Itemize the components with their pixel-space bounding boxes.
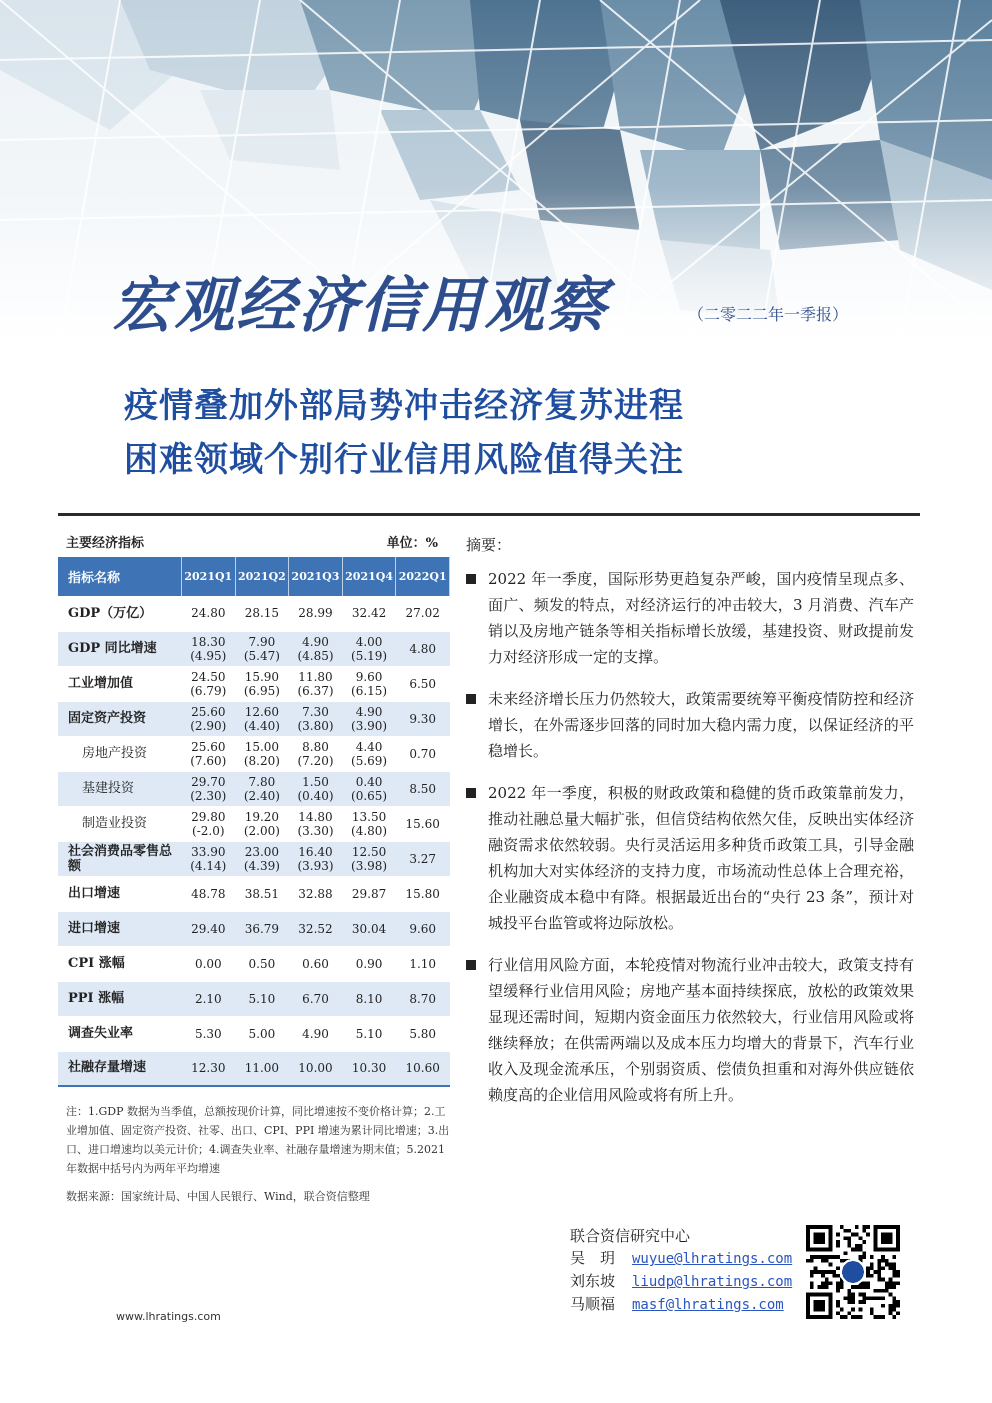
cell-two-year-avg: (6.95) <box>243 683 280 698</box>
table-cell <box>342 841 396 876</box>
summary-item <box>466 566 914 670</box>
cell-value: 0.60 <box>302 956 329 971</box>
cell-value: 16.40 <box>298 844 333 859</box>
table-cell <box>289 876 343 911</box>
cell-value: 38.51 <box>244 886 280 901</box>
table-row <box>58 1051 450 1086</box>
cell-value: 5.10 <box>248 991 276 1006</box>
cell-two-year-avg: (0.65) <box>351 788 388 803</box>
table-cell <box>235 631 289 666</box>
cell-value: 30.04 <box>351 921 387 936</box>
cell-value: 10.00 <box>298 1061 333 1076</box>
contact-name: 马顺福 <box>570 1295 616 1313</box>
table-cell <box>342 876 396 911</box>
cell-value: 0.70 <box>409 746 437 761</box>
table-cell <box>235 1051 289 1086</box>
cell-value: 25.60 <box>191 704 226 719</box>
table-cell <box>235 806 289 841</box>
square-bullet-icon <box>466 574 476 584</box>
summary-text: 行业信用风险方面，本轮疫情对物流行业冲击较大，政策支持有望缓释行业信用风险；房地产基本面持续探底，放松的政策效果显现还需时间，短期内资金面压力依然较大，行业信用风险或将继续释放；在供需两端以及成本压力均增大的背景下，汽车行业收入及现金流承压，个别弱资质、偿债负担重和对海外供应链依赖度高的企业信用风险或将有所上升。 <box>488 956 914 1104</box>
column-header: 2021Q1 <box>182 557 236 596</box>
table-cell <box>396 736 450 771</box>
cell-value: 6.70 <box>302 991 329 1006</box>
table-cell <box>342 911 396 946</box>
row-label: 社融存量增速 <box>58 1051 182 1086</box>
cell-two-year-avg: (5.19) <box>351 648 388 663</box>
cell-value: 7.30 <box>302 704 329 719</box>
cell-two-year-avg: (4.39) <box>243 858 280 873</box>
table-cell <box>235 841 289 876</box>
cell-two-year-avg: (8.20) <box>243 753 280 768</box>
cell-two-year-avg: (2.40) <box>243 788 280 803</box>
table-row <box>58 1016 450 1051</box>
table-cell <box>289 701 343 736</box>
cell-value: 6.50 <box>409 676 437 691</box>
column-header: 2022Q1 <box>396 557 450 596</box>
table-cell <box>342 981 396 1016</box>
cell-value: 2.10 <box>194 991 222 1006</box>
cell-value: 18.30 <box>191 634 226 649</box>
cell-value: 1.10 <box>409 956 437 971</box>
square-bullet-icon <box>466 788 476 798</box>
summary-text: 2022 年一季度，国际形势更趋复杂严峻，国内疫情呈现点多、面广、频发的特点，对经济运行的冲击较大，3 月消费、汽车产销以及房地产链条等相关指标增长放缓，基建投资、财政提前发力对经济形成一定的支撑。 <box>488 570 914 666</box>
cell-value: 11.00 <box>244 1061 280 1076</box>
table-caption <box>66 532 446 551</box>
indicators-table <box>58 557 450 1087</box>
cell-value: 8.70 <box>409 991 437 1006</box>
cell-two-year-avg: (6.79) <box>190 683 227 698</box>
column-header: 2021Q4 <box>342 557 396 596</box>
row-label: 社会消费品零售总额 <box>58 841 182 876</box>
column-header: 2021Q3 <box>289 557 343 596</box>
row-label: GDP（万亿） <box>58 596 182 631</box>
table-row <box>58 911 450 946</box>
table-cell <box>235 771 289 806</box>
table-cell <box>396 1051 450 1086</box>
cell-two-year-avg: (4.40) <box>243 718 280 733</box>
cell-value: 12.30 <box>191 1061 226 1076</box>
cell-value: 28.99 <box>298 606 333 621</box>
table-cell <box>342 701 396 736</box>
table-cell <box>289 981 343 1016</box>
table-cell <box>396 911 450 946</box>
table-cell <box>289 911 343 946</box>
cell-value: 8.80 <box>302 739 329 754</box>
table-cell <box>289 771 343 806</box>
contact-email-link[interactable]: wuyue@lhratings.com <box>632 1251 793 1267</box>
table-cell <box>289 666 343 701</box>
cell-two-year-avg: (7.60) <box>190 753 227 768</box>
row-label: 制造业投资 <box>58 806 182 841</box>
table-cell <box>182 666 236 701</box>
cell-value: 48.78 <box>191 886 226 901</box>
table-cell <box>342 596 396 631</box>
table-cell <box>342 1016 396 1051</box>
cell-two-year-avg: (3.30) <box>297 823 334 838</box>
row-label: CPI 涨幅 <box>58 946 182 981</box>
summary-item <box>466 686 914 764</box>
table-notes: 注：1.GDP 数据为当季值，总额按现价计算，同比增速按不变价格计算；2.工业增加值、固定资产投资、社零、出口、CPI、PPI 增速为累计同比增速；3.出口、进口增速均以美元计价；4.调查失业率、社融存量增速为期末值；5.2021 年数据中括号内为两年平均增速 <box>66 1105 450 1175</box>
table-cell <box>182 981 236 1016</box>
table-cell <box>289 631 343 666</box>
table-cell <box>182 841 236 876</box>
contact-org: 联合资信研究中心 <box>570 1227 691 1245</box>
summary-item <box>466 952 914 1108</box>
table-cell <box>182 631 236 666</box>
cell-value: 15.80 <box>405 886 440 901</box>
cell-two-year-avg: (0.40) <box>297 788 334 803</box>
cell-value: 0.00 <box>194 956 222 971</box>
table-cell <box>182 911 236 946</box>
summary-text: 未来经济增长压力仍然较大，政策需要统筹平衡疫情防控和经济增长，在外需逐步回落的同时加大稳内需力度，以保证经济的平稳增长。 <box>488 690 914 760</box>
table-cell <box>182 876 236 911</box>
cell-value: 29.80 <box>191 809 226 824</box>
contact-row <box>570 1247 792 1270</box>
cell-value: 10.30 <box>351 1061 387 1076</box>
cell-value: 29.40 <box>191 921 226 936</box>
table-row <box>58 596 450 631</box>
cell-two-year-avg: (5.69) <box>351 753 388 768</box>
cell-value: 1.50 <box>302 774 329 789</box>
table-cell <box>182 596 236 631</box>
table-row <box>58 631 450 666</box>
table-cell <box>289 1051 343 1086</box>
row-label: GDP 同比增速 <box>58 631 182 666</box>
cell-two-year-avg: (4.14) <box>190 858 227 873</box>
table-cell <box>396 631 450 666</box>
summary-list <box>466 566 914 1124</box>
headline-line-1: 疫情叠加外部局势冲击经济复苏进程 <box>124 386 684 426</box>
table-header-row <box>58 557 450 596</box>
cell-value: 4.80 <box>409 641 437 656</box>
cell-two-year-avg: (3.80) <box>297 718 334 733</box>
cell-value: 32.52 <box>298 921 333 936</box>
row-label: 房地产投资 <box>58 736 182 771</box>
report-period: （二零二二年一季报） <box>688 305 849 324</box>
table-cell <box>235 596 289 631</box>
cell-value: 33.90 <box>191 844 226 859</box>
cell-value: 24.80 <box>191 606 226 621</box>
cell-value: 13.50 <box>351 809 387 824</box>
table-row <box>58 666 450 701</box>
table-cell <box>289 806 343 841</box>
contact-row <box>570 1270 792 1293</box>
cell-value: 3.27 <box>409 851 437 866</box>
table-cell <box>342 1051 396 1086</box>
table-cell <box>396 701 450 736</box>
cell-two-year-avg: (6.37) <box>297 683 334 698</box>
qr-code-icon <box>806 1225 900 1319</box>
table-cell <box>235 666 289 701</box>
cell-two-year-avg: (3.98) <box>351 858 388 873</box>
cell-two-year-avg: (4.80) <box>351 823 388 838</box>
cell-value: 29.70 <box>191 774 226 789</box>
table-cell <box>396 771 450 806</box>
contact-email-link[interactable]: masf@lhratings.com <box>632 1297 784 1313</box>
table-cell <box>235 1016 289 1051</box>
cell-value: 7.80 <box>248 774 276 789</box>
table-row <box>58 841 450 876</box>
summary-title: 摘要： <box>466 536 512 554</box>
row-label: 出口增速 <box>58 876 182 911</box>
cell-two-year-avg: (3.90) <box>351 718 388 733</box>
section-divider <box>58 513 920 516</box>
table-row <box>58 771 450 806</box>
cell-value: 14.80 <box>298 809 333 824</box>
row-label: 基建投资 <box>58 771 182 806</box>
cell-value: 0.40 <box>355 774 383 789</box>
table-cell <box>289 946 343 981</box>
cell-two-year-avg: (6.15) <box>351 683 388 698</box>
contact-email-link[interactable]: liudp@lhratings.com <box>632 1274 793 1290</box>
table-cell <box>342 946 396 981</box>
table-cell <box>182 1051 236 1086</box>
column-header: 2021Q2 <box>235 557 289 596</box>
table-cell <box>342 771 396 806</box>
cell-value: 4.90 <box>302 1026 329 1041</box>
table-row <box>58 736 450 771</box>
table-row <box>58 701 450 736</box>
square-bullet-icon <box>466 694 476 704</box>
cell-value: 0.90 <box>355 956 383 971</box>
table-cell <box>342 806 396 841</box>
cell-value: 4.90 <box>302 634 329 649</box>
cell-value: 32.42 <box>351 606 387 621</box>
table-cell <box>235 736 289 771</box>
cell-value: 9.30 <box>409 711 437 726</box>
summary-item <box>466 780 914 936</box>
table-row <box>58 981 450 1016</box>
cell-value: 7.90 <box>248 634 276 649</box>
table-row <box>58 806 450 841</box>
headline-line-2: 困难领域个别行业信用风险值得关注 <box>124 440 684 480</box>
table-cell <box>182 806 236 841</box>
table-cell <box>235 911 289 946</box>
table-cell <box>396 806 450 841</box>
cell-value: 19.20 <box>244 809 280 824</box>
cell-value: 0.50 <box>248 956 276 971</box>
row-label: 固定资产投资 <box>58 701 182 736</box>
cell-two-year-avg: (3.93) <box>297 858 334 873</box>
table-cell <box>342 666 396 701</box>
square-bullet-icon <box>466 960 476 970</box>
cell-value: 4.40 <box>355 739 383 754</box>
summary-text: 2022 年一季度，积极的财政政策和稳健的货币政策靠前发力，推动社融总量大幅扩张，但信贷结构依然欠佳，反映出实体经济融资需求依然较弱。央行灵活运用多种货币政策工具，引导金融机构加大对实体经济的支持力度，市场流动性总体上合理充裕，企业融资成本稳中有降。根据最近出台的“央行 23 条”，预计对城投平台监管或将边际放松。 <box>488 784 914 932</box>
cell-value: 15.90 <box>244 669 280 684</box>
cell-value: 8.10 <box>355 991 383 1006</box>
contact-block <box>570 1225 792 1316</box>
contact-name: 刘东坡 <box>570 1272 616 1290</box>
table-cell <box>289 841 343 876</box>
cell-value: 29.87 <box>351 886 387 901</box>
cell-value: 9.60 <box>355 669 383 684</box>
cell-two-year-avg: (5.47) <box>243 648 280 663</box>
cell-two-year-avg: (4.85) <box>297 648 334 663</box>
cell-value: 27.02 <box>405 606 440 621</box>
contact-name: 吴 玥 <box>570 1249 616 1267</box>
cell-two-year-avg: (2.30) <box>190 788 227 803</box>
table-cell <box>235 946 289 981</box>
row-label: 工业增加值 <box>58 666 182 701</box>
table-title: 主要经济指标 <box>66 536 145 551</box>
cell-two-year-avg: (2.00) <box>243 823 280 838</box>
table-cell <box>342 736 396 771</box>
row-label: PPI 涨幅 <box>58 981 182 1016</box>
cell-value: 15.00 <box>244 739 280 754</box>
cell-value: 12.50 <box>351 844 387 859</box>
table-cell <box>342 631 396 666</box>
cell-value: 5.10 <box>355 1026 383 1041</box>
cell-value: 15.60 <box>405 816 440 831</box>
cell-value: 25.60 <box>191 739 226 754</box>
table-cell <box>396 841 450 876</box>
cell-value: 5.80 <box>409 1026 437 1041</box>
table-row <box>58 946 450 981</box>
cell-value: 8.50 <box>409 781 437 796</box>
table-cell <box>182 771 236 806</box>
table-cell <box>289 736 343 771</box>
row-label: 进口增速 <box>58 911 182 946</box>
cell-value: 4.90 <box>355 704 383 719</box>
cell-value: 11.80 <box>298 669 333 684</box>
cell-value: 4.00 <box>355 634 383 649</box>
table-cell <box>396 981 450 1016</box>
cell-value: 12.60 <box>244 704 280 719</box>
cell-value: 10.60 <box>405 1061 440 1076</box>
cell-value: 24.50 <box>191 669 226 684</box>
table-cell <box>396 596 450 631</box>
table-cell <box>235 876 289 911</box>
table-cell <box>182 701 236 736</box>
cell-two-year-avg: (4.95) <box>190 648 227 663</box>
cell-two-year-avg: (2.90) <box>190 718 227 733</box>
table-cell <box>396 666 450 701</box>
table-cell <box>396 1016 450 1051</box>
table-cell <box>182 1016 236 1051</box>
report-title: 宏观经济信用观察 <box>112 271 608 341</box>
cell-value: 23.00 <box>244 844 280 859</box>
cell-value: 28.15 <box>244 606 280 621</box>
table-cell <box>289 596 343 631</box>
cell-two-year-avg: (-2.0) <box>192 823 225 838</box>
table-cell <box>182 946 236 981</box>
contact-row <box>570 1293 792 1316</box>
table-row <box>58 876 450 911</box>
cell-two-year-avg: (7.20) <box>297 753 334 768</box>
cell-value: 36.79 <box>244 921 280 936</box>
data-source: 数据来源：国家统计局、中国人民银行、Wind，联合资信整理 <box>66 1190 370 1203</box>
cell-value: 9.60 <box>409 921 437 936</box>
table-unit: 单位：% <box>386 536 438 551</box>
table-cell <box>182 736 236 771</box>
website-link[interactable]: www.lhratings.com <box>116 1310 221 1323</box>
cell-value: 32.88 <box>298 886 333 901</box>
table-cell <box>396 946 450 981</box>
cell-value: 5.00 <box>248 1026 276 1041</box>
table-cell <box>396 876 450 911</box>
table-cell <box>235 981 289 1016</box>
table-cell <box>235 701 289 736</box>
row-label: 调查失业率 <box>58 1016 182 1051</box>
table-cell <box>289 1016 343 1051</box>
cell-value: 5.30 <box>194 1026 222 1041</box>
column-header: 指标名称 <box>58 557 182 596</box>
